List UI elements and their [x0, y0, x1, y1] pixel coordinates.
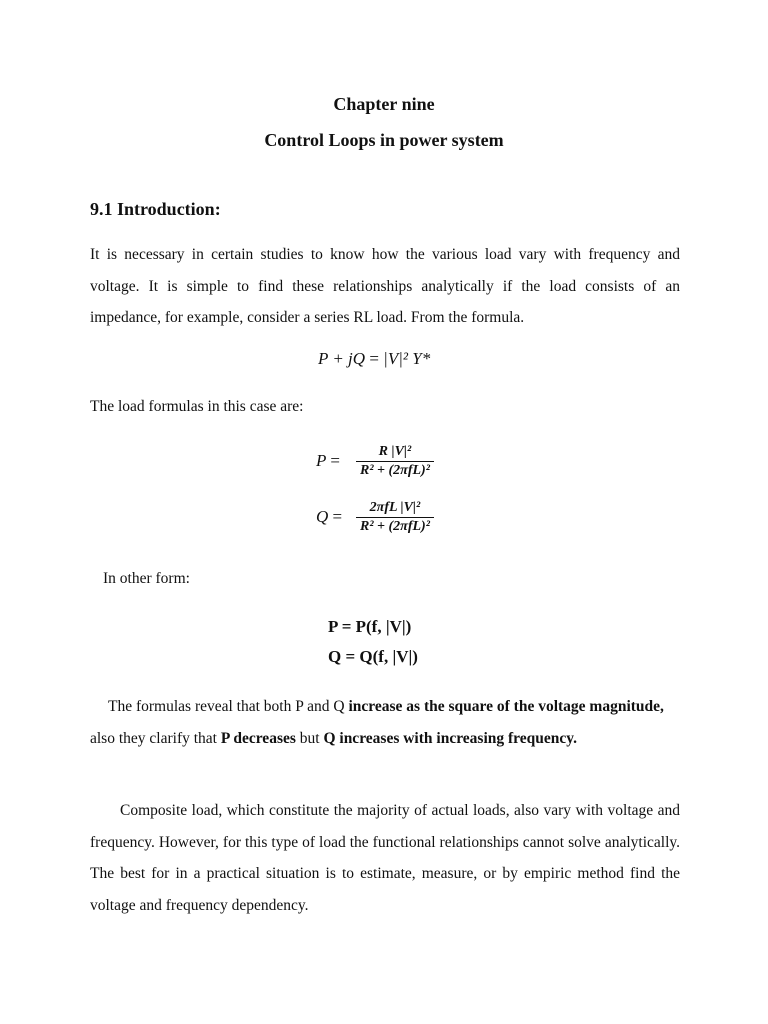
composite-paragraph: Composite load, which constitute the majority of actual loads, also vary with voltage and frequency. However, for this type of load the functional relationships cannot solve analytically. The best for in a practical situation is to estimate, measure, or by empiric method find the voltage and frequency dependency. — [90, 802, 680, 914]
power-equation-lhs: P + jQ — [318, 349, 366, 368]
q-formula — [316, 494, 434, 540]
p-formula-numerator: R |V|² — [356, 444, 434, 462]
q-function-equation: Q = Q(f, |V|) — [328, 647, 418, 666]
q-formula-fraction — [356, 500, 434, 535]
load-formulas-lead: The load formulas in this case are: — [90, 398, 304, 415]
p-function-equation: P = P(f, |V|) — [328, 617, 412, 636]
intro-paragraph: It is necessary in certain studies to know how the various load vary with frequency and voltage. It is simple to find these relationships analytically if the load consists of an impedance, for example, consider a series RL load. From the formula. — [90, 246, 680, 326]
q-formula-lhs: Q = — [316, 507, 343, 526]
power-equation — [318, 349, 430, 369]
chapter-title: Control Loops in power system — [264, 130, 504, 150]
q-formula-numerator: 2πfL |V|² — [356, 500, 434, 518]
q-formula-denominator: R² + (2πfL)² — [360, 518, 430, 534]
function-equations — [328, 612, 418, 672]
power-equation-equals: = — [369, 349, 379, 368]
other-form-lead: In other form: — [103, 570, 190, 587]
chapter-number: Chapter nine — [333, 94, 435, 114]
reveal-paragraph: The formulas reveal that both P and Q increase as the square of the voltage magnitude, also they clarify that P decreases but Q increases with increasing frequency. — [90, 698, 664, 747]
section-heading: 9.1 Introduction: — [90, 199, 221, 219]
p-formula-denominator: R² + (2πfL)² — [360, 462, 430, 478]
p-formula-lhs: P = — [316, 451, 340, 470]
p-formula — [316, 438, 434, 484]
p-formula-fraction — [356, 444, 434, 479]
power-equation-rhs: |V|² Y* — [383, 349, 431, 368]
